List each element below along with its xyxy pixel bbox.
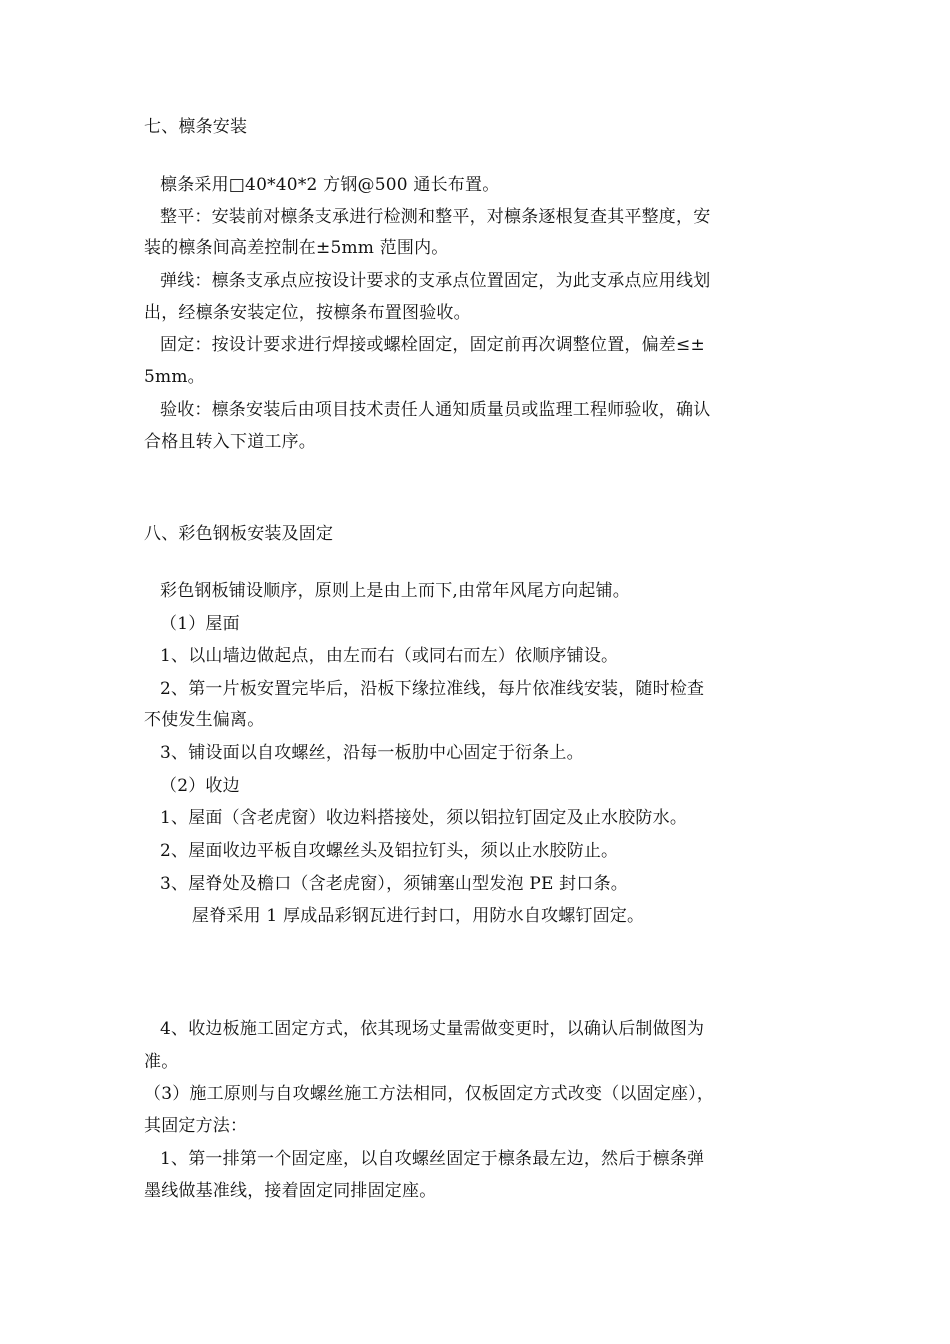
roof-item-2-line-1: 2、第一片板安置完毕后，沿板下缘拉准线，每片依准线安装，随时检查 — [160, 679, 705, 699]
subheading-roof: （1）屋面 — [160, 614, 240, 634]
fixing-method-item-1-line-1: 1、第一排第一个固定座，以自攻螺丝固定于檩条最左边，然后于檩条弹 — [160, 1149, 705, 1169]
leveling-paragraph-line-2: 装的檩条间高差控制在±5mm 范围内。 — [144, 238, 449, 258]
purlin-material-paragraph: 檩条采用□40*40*2 方钢@500 通长布置。 — [160, 175, 500, 195]
layout-line-paragraph-line-1: 弹线：檩条支承点应按设计要求的支承点位置固定，为此支承点应用线划 — [160, 271, 711, 291]
fixing-paragraph-line-1: 固定：按设计要求进行焊接或螺栓固定，固定前再次调整位置，偏差≤± — [160, 335, 705, 355]
fixing-paragraph-line-2: 5mm。 — [144, 367, 205, 387]
leveling-paragraph-line-1: 整平：安装前对檩条支承进行检测和整平，对檩条逐根复查其平整度，安 — [160, 207, 711, 227]
roof-item-1: 1、以山墙边做起点，由左而右（或同右而左）依顺序铺设。 — [160, 646, 619, 666]
edging-item-2: 2、屋面收边平板自攻螺丝头及铝拉钉头，须以止水胶防止。 — [160, 841, 619, 861]
edging-item-3: 3、屋脊处及檐口（含老虎窗），须铺塞山型发泡 PE 封口条。 — [160, 874, 628, 894]
edging-item-4-line-1: 4、收边板施工固定方式，依其现场丈量需做变更时，以确认后制做图为 — [160, 1019, 705, 1039]
acceptance-paragraph-line-2: 合格且转入下道工序。 — [144, 432, 316, 452]
edging-item-1: 1、屋面（含老虎窗）收边料搭接处，须以铝拉钉固定及止水胶防水。 — [160, 808, 688, 828]
acceptance-paragraph-line-1: 验收：檩条安装后由项目技术责任人通知质量员或监理工程师验收，确认 — [160, 400, 711, 420]
edging-item-4-line-2: 准。 — [144, 1052, 179, 1072]
laying-order-paragraph: 彩色钢板铺设顺序，原则上是由上而下,由常年风尾方向起铺。 — [160, 581, 631, 601]
roof-item-3: 3、铺设面以自攻螺丝，沿每一板肋中心固定于衍条上。 — [160, 743, 584, 763]
ridge-sealing-note: 屋脊采用 1 厚成品彩钢瓦进行封口，用防水自攻螺钉固定。 — [192, 906, 645, 926]
subheading-edging: （2）收边 — [160, 776, 240, 796]
subheading-construction-principle-line-1: （3）施工原则与自攻螺丝施工方法相同，仅板固定方式改变（以固定座）， — [144, 1084, 715, 1104]
layout-line-paragraph-line-2: 出，经檩条安装定位，按檩条布置图验收。 — [144, 303, 471, 323]
section-8-heading: 八、彩色钢板安装及固定 — [144, 524, 334, 544]
section-7-heading: 七、檩条安装 — [144, 117, 248, 137]
fixing-method-item-1-line-2: 墨线做基准线，接着固定同排固定座。 — [144, 1181, 437, 1201]
subheading-construction-principle-line-2: 其固定方法： — [144, 1116, 248, 1136]
roof-item-2-line-2: 不使发生偏离。 — [144, 710, 265, 730]
